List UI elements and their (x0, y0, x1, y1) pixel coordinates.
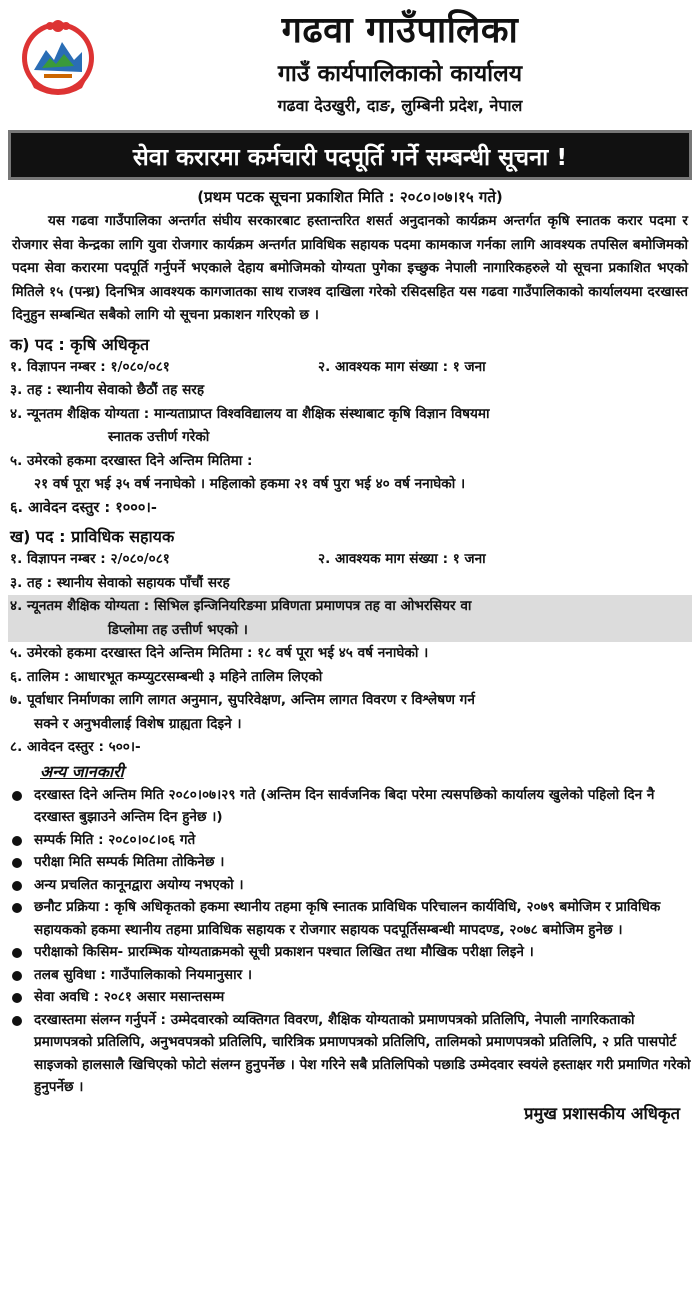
bullet-icon (12, 971, 22, 981)
bullet-icon (12, 903, 22, 913)
other-info-list (8, 784, 692, 1099)
post-b-demand: २. आवश्यक माग संख्या : १ जना (318, 551, 486, 567)
bullet-icon (12, 948, 22, 958)
letterhead (8, 0, 692, 122)
list-item (8, 986, 692, 1009)
post-a-heading: क) पद : कृषि अधिकृत (10, 334, 150, 354)
post-a-level: ३. तह : स्थानीय सेवाको छैठौं तह सरह (10, 382, 205, 398)
list-item-text: तलब सुविधा : गाउँपालिकाको नियमानुसार । (34, 966, 253, 983)
bullet-icon (12, 791, 22, 801)
post-b-level: ३. तह : स्थानीय सेवाको सहायक पाँचौं सरह (10, 574, 230, 591)
list-item-text: दरखास्तमा संलग्न गर्नुपर्ने : उम्मेदवारको व्यक्तिगत विवरण, शैक्षिक योग्यताको प्रमाणपत्रको प्रतिलिपि, नेपाली नागरिकताको प्रमाणपत्रको प्रतिलिपि, अनुभवपत्रको प्रतिलिपि, चारित्रिक प्रमाणपत्रको प्रतिलिपि, तालिमको प्रमाणपत्रको प्रतिलिपि, २ प्रति पासपोर्ट साइजको हालसालै खिचिएको फोटो संलग्न हुनुपर्नेछ । पेश गरिने सबै प्रतिलिपिको पछाडि उम्मेदवार स्वयंले हस्ताक्षर गरी प्रमाणित गरेको हुनुपर्नेछ । (34, 1011, 691, 1095)
list-item-text: परीक्षा मिति सम्पर्क मितिमा तोकिनेछ । (34, 854, 225, 870)
post-b-qualification-1: ४. न्यूनतम शैक्षिक योग्यता : सिभिल इन्जिनियरिङमा प्रविणता प्रमाणपत्र तह वा ओभरसियर वा (10, 598, 472, 614)
signature-title: प्रमुख प्रशासकीय अधिकृत (524, 1103, 680, 1123)
list-item-text: परीक्षाको किसिम- प्रारम्भिक योग्यताक्रमको सूची प्रकाशन पश्चात लिखित तथा मौखिक परीक्षा लिइने । (34, 944, 534, 960)
list-item-text: सम्पर्क मिति : २०८०।०८।०६ गते (34, 831, 196, 848)
intro-paragraph: यस गढवा गाउँपालिका अन्तर्गत संघीय सरकारबाट हस्तान्तरित शसर्त अनुदानको कार्यक्रम अन्तर्गत कृषि स्नातक करार पदमा र रोजगार सेवा केन्द्रका लागि युवा रोजगार कार्यक्रम अन्तर्गत प्राविधिक सहायक पदमा कामकाज गर्नका लागि आवश्यक तपसिल बमोजिमको पदमा सेवा करारमा पदपूर्ति गर्नुपर्ने भएकाले देहाय बमोजिमको योग्यता पुगेका इच्छुक नेपाली नागारिकहरुले यो सूचना प्रकाशित भएको मितिले १५ (पन्ध्र) दिनभित्र आवश्यक कागजातका साथ राजश्व दाखिला गरेको रसिदसहित यस गढवा गाउँपालिकाको कार्यालयमा दरखास्त दिनुहुन सम्बन्धित सबैको लागि यो सूचना प्रकाशन गरिएको छ । (12, 213, 688, 323)
post-b-qualification-2: डिप्लोमा तह उत्तीर्ण भएको । (108, 621, 248, 638)
list-item-text: अन्य प्रचलित कानूनद्वारा अयोग्य नभएको । (34, 876, 244, 893)
post-a-age-label: ५. उमेरको हकमा दरखास्त दिने अन्तिम मितिमा : (10, 452, 253, 469)
bullet-icon (12, 858, 22, 868)
municipality-title: गढवा गाउँपालिका (281, 10, 519, 51)
post-b-fee: ८. आवेदन दस्तुर : ५००।- (10, 739, 141, 755)
post-a-qualification-text-1: मान्यताप्राप्त विश्वविद्यालय वा शैक्षिक संस्थाबाट कृषि विज्ञान विषयमा (153, 405, 490, 422)
bullet-icon (12, 881, 22, 891)
post-a-section (8, 334, 692, 521)
notice-banner: सेवा करारमा कर्मचारी पदपूर्ति गर्ने सम्बन्धी सूचना ! (8, 130, 692, 180)
post-a-ad-row (8, 356, 692, 380)
post-a-qualification-text-2: स्नातक उत्तीर्ण गरेको (108, 429, 210, 445)
list-item (8, 1009, 692, 1099)
publish-date: (प्रथम पटक सूचना प्रकाशित मिति : २०८०।०७।१५ गते) (197, 188, 503, 206)
bullet-icon (12, 836, 22, 846)
post-b-training: ६. तालिम : आधारभूत कम्प्युटरसम्बन्धी ३ महिने तालिम लिएको (10, 668, 323, 685)
post-b-age: ५. उमेरको हकमा दरखास्त दिने अन्तिम मितिमा : १८ वर्ष पूरा भई ४५ वर्ष ननाघेको । (10, 645, 429, 661)
list-item (8, 964, 692, 987)
list-item (8, 941, 692, 964)
post-b-section (8, 526, 692, 760)
post-a-age-value: २१ वर्ष पूरा भई ३५ वर्ष ननाघेको । महिलाको हकमा २१ वर्ष पुरा भई ४० वर्ष ननाघेको । (34, 476, 466, 492)
post-b-heading: ख) पद : प्राविधिक सहायक (10, 527, 175, 546)
post-b-qualification-band (8, 595, 692, 642)
post-b-ad-number: १. विज्ञापन नम्बर : २/०८०/०८१ (10, 551, 170, 567)
post-b-preference-2: सक्ने र अनुभवीलाई विशेष ग्राह्यता दिइने । (34, 715, 242, 732)
post-a-fee: ६. आवेदन दस्तुर : १०००।- (10, 499, 157, 516)
emblem-logo-icon (16, 14, 100, 98)
bullet-icon (12, 1016, 22, 1026)
address-line: गढवा देउखुरी, दाङ, लुम्बिनी प्रदेश, नेपाल (277, 96, 523, 115)
list-item (8, 784, 692, 829)
list-item-text: छनौट प्रक्रिया : कृषि अधिकृतको हकमा स्थानीय तहमा कृषि स्नातक प्राविधिक परिचालन कार्यविधि, २०७९ बमोजिम र प्राविधिक सहायकको हकमा स्थानीय तहमा प्राविधिक सहायक र रोजगार सहायक पदपूर्तिसम्बन्धी मापदण्ड, २०७८ बमोजिम हुनेछ । (34, 899, 661, 938)
office-subtitle: गाउँ कार्यपालिकाको कार्यालय (277, 61, 523, 87)
list-item (8, 829, 692, 852)
list-item (8, 874, 692, 897)
list-item-text: सेवा अवधि : २०८१ असार मसान्तसम्म (34, 989, 225, 1005)
post-a-demand: २. आवश्यक माग संख्या : १ जना (318, 358, 486, 375)
other-info-heading: अन्य जानकारी (40, 761, 124, 781)
post-b-preference-1: ७. पूर्वाधार निर्माणका लागि लागत अनुमान, सुपरिवेक्षण, अन्तिम लागत विवरण र विश्लेषण गर्न (10, 692, 475, 708)
post-a-qualification (8, 403, 692, 427)
other-info-section (8, 760, 692, 1099)
list-item-text: दरखास्त दिने अन्तिम मिति २०८०।०७।२९ गते (अन्तिम दिन सार्वजनिक बिदा परेमा त्यसपछिको कार्यालय खुलेको पहिलो दिन नै दरखास्त बुझाउने अन्तिम दिन हुनेछ ।) (34, 786, 655, 825)
post-a-ad-number: १. विज्ञापन नम्बर : १/०८०/०८१ (10, 358, 170, 375)
post-b-ad-row (8, 548, 692, 572)
list-item (8, 896, 692, 941)
post-a-qualification-label: ४. न्यूनतम शैक्षिक योग्यता : (10, 405, 150, 422)
bullet-icon (12, 993, 22, 1003)
list-item (8, 851, 692, 874)
